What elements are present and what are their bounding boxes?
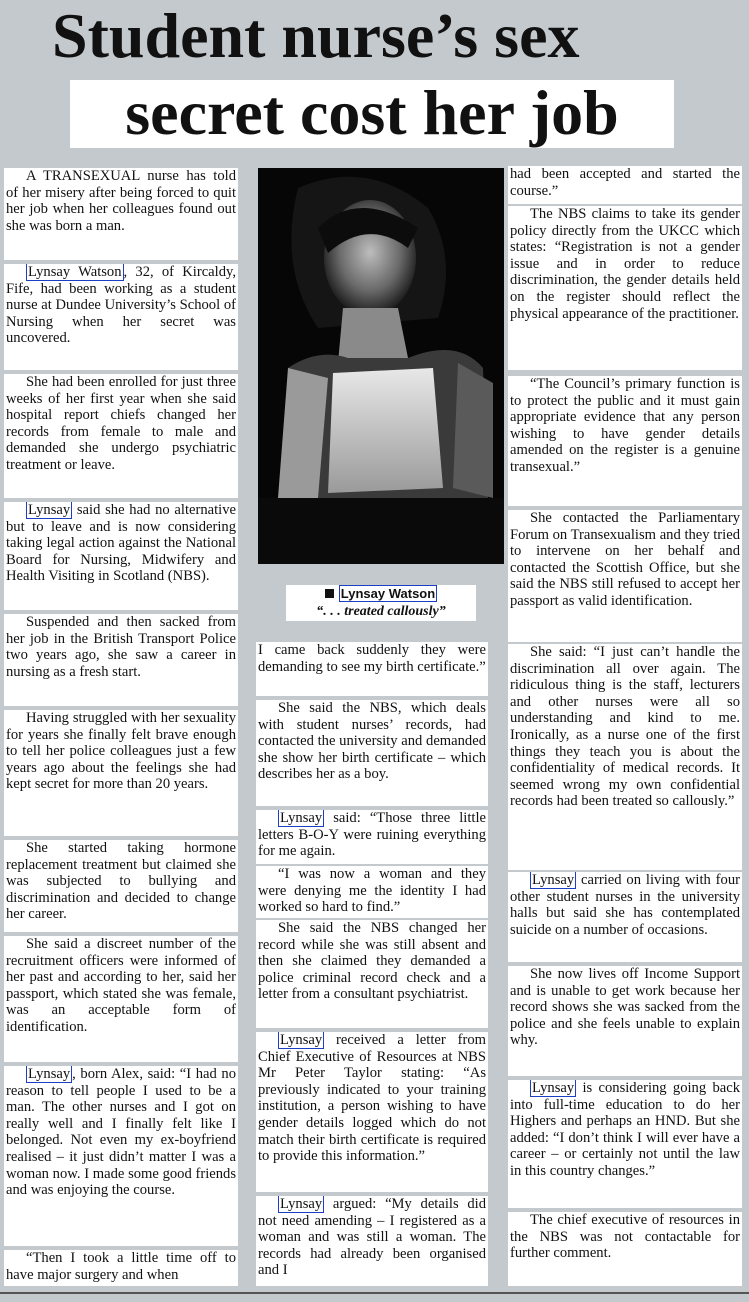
col3-para-6: Lynsay carried on living with four other student nurses in the university halls but said she has contemplated suicide on a number of occasions.: [508, 872, 742, 962]
col1-para-10: “Then I took a little time off to have major surgery and when: [4, 1250, 238, 1286]
col1-para-4: Lynsay said she had no alternative but to leave and is now considering taking legal action against the National Board for Nursing, Midwifery and Health Visiting in Scotland (NBS).: [4, 502, 238, 610]
col3-para-4: She contacted the Parliamentary Forum on Transexualism and they tried to intervene on her behalf and contacted the Scottish Office, but she said the NBS still refused to accept her passport as valid identification.: [508, 510, 742, 642]
portrait-image: [258, 168, 504, 564]
col1-para-9: Lynsay , born Alex, said: “I had no reason to tell people I used to be a man. The other nurses and I got on really well and I finally felt like I belonged. Not even my ex-boyfriend realised – it just didn’t matter I was a woman now. I made some good friends and was enjoying the course.: [4, 1066, 238, 1246]
col3-para-8: Lynsay is considering going back into full-time education to do her Highers and perhaps an HND. But she added: “I don’t think I will ever have a career – or certainly not until the law in this country changes.”: [508, 1080, 742, 1208]
photo-caption-quote: “. . . treated callously”: [286, 603, 476, 621]
name-highlight: Lynsay: [28, 502, 71, 518]
col2-para-4: “I was now a woman and they were denying me the identity I had worked so hard to find.”: [256, 866, 488, 918]
name-highlight: Lynsay: [532, 872, 575, 888]
col3-para-2: The NBS claims to take its gender policy directly from the UKCC which states: “Registration is not a gender issue and in order to reduce discrimination, the gender details held on the register should reflect the physical appearance of the practitioner.: [508, 206, 742, 370]
col3-para-5: She said: “I just can’t handle the discrimination all over again. The ridiculous thing is the staff, lecturers and other nurses were all so understanding and kind to me. Ironically, as a nurse one of the first things they teach you is about the confidentiality of medical records. It seemed wrong my own confidential records had been treated so callously.”: [508, 644, 742, 870]
name-highlight: Lynsay: [532, 1080, 575, 1096]
col1-para-7: She started taking hormone replacement treatment but claimed she was subjected to bullying and discrimination and decided to change her career.: [4, 840, 238, 932]
col1-para-1: A TRANSEXUAL nurse has told of her misery after being forced to quit her job when her colleagues found out she was born a man.: [4, 168, 238, 260]
col2-para-6: Lynsay received a letter from Chief Executive of Resources at NBS Mr Peter Taylor stating: “As previously indicated to your training institution, a person wishing to have gender details logged which do not match their birth certificate is required to provide this information.”: [256, 1032, 488, 1192]
headline-line-1: Student nurse’s sex: [52, 0, 580, 71]
col2-para-1: I came back suddenly they were demanding to see my birth certificate.”: [256, 642, 488, 696]
name-highlight: Lynsay Watson: [28, 264, 122, 280]
photo-lynsay-watson: [258, 168, 504, 564]
col2-para-7: Lynsay argued: “My details did not need amending – I registered as a woman and was still a woman. The records had already been organised and I: [256, 1196, 488, 1286]
name-highlight: Lynsay: [28, 1066, 71, 1082]
name-highlight: Lynsay: [280, 1032, 323, 1048]
col3-para-7: She now lives off Income Support and is unable to get work because her record shows she was sacked from the police and she feels unable to explain why.: [508, 966, 742, 1076]
col1-para-2: Lynsay Watson , 32, of Kircaldy, Fife, had been working as a student nurse at Dundee University’s School of Nursing when her secret was uncovered.: [4, 264, 238, 370]
col1-para-6: Having struggled with her sexuality for years she finally felt brave enough to tell her police colleagues just a few years ago about the feelings she had kept secret for more than 20 years.: [4, 710, 238, 836]
col2-para-3: Lynsay said: “Those three little letters B-O-Y were ruining everything for me again.: [256, 810, 488, 864]
headline-line-2: secret cost her job: [125, 77, 619, 148]
col2-para-2: She said the NBS, which deals with student nurses’ records, had contacted the university and demanded she show her birth certificate – which describes her as a boy.: [256, 700, 488, 806]
col2-para-5: She said the NBS changed her record while she was still absent and then she claimed they demanded a police criminal record check and a letter from a consultant psychiatrist.: [256, 920, 488, 1028]
name-highlight: Lynsay: [280, 1196, 323, 1212]
col1-para-8: She said a discreet number of the recruitment officers were informed of her past and according to her, said her passport, which stated she was female, was an acceptable form of identification.: [4, 936, 238, 1062]
col3-para-3: “The Council’s primary function is to protect the public and it must gain appropriate evidence that any person wishing to have gender details amended on the register is a genuine transexual.”: [508, 376, 742, 506]
bottom-rule: [0, 1292, 749, 1294]
name-highlight: Lynsay: [280, 810, 323, 826]
square-bullet-icon: [325, 589, 334, 598]
col3-para-9: The chief executive of resources in the NBS was not contactable for further comment.: [508, 1212, 742, 1286]
col1-para-5: Suspended and then sacked from her job in the British Transport Police two years ago, she saw a career in nursing as a fresh start.: [4, 614, 238, 706]
photo-caption-name: Lynsay Watson: [286, 585, 476, 603]
col1-para-3: She had been enrolled for just three weeks of her first year when she said hospital report chiefs changed her records from female to male and demanded she undergo psychiatric treatment or leave.: [4, 374, 238, 498]
col3-para-1: had been accepted and started the course.”: [508, 166, 742, 204]
